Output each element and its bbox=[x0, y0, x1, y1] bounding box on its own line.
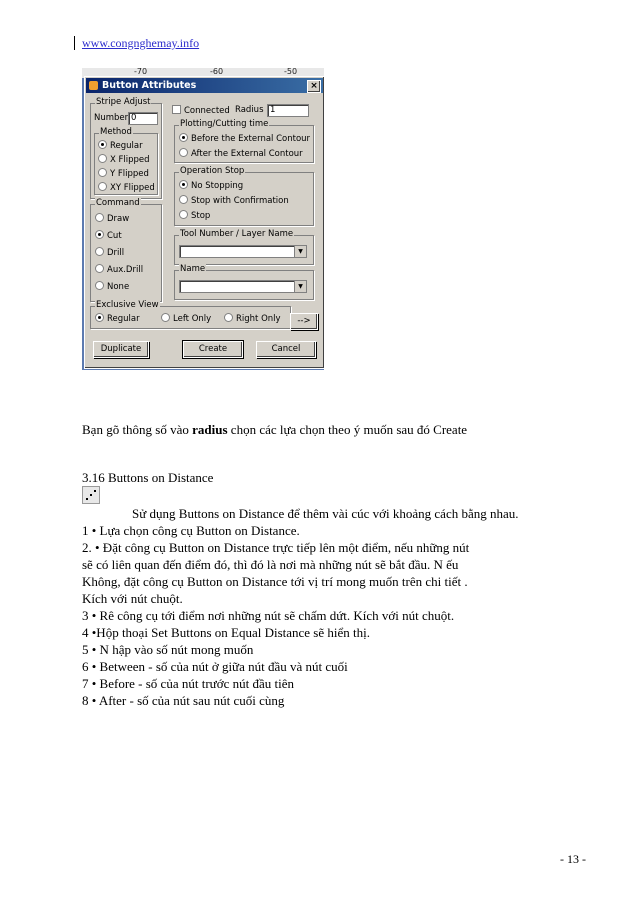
tool-number-group bbox=[174, 229, 314, 265]
radio-dot-icon bbox=[161, 313, 170, 322]
radio-dot-icon bbox=[95, 281, 104, 290]
icon-dot bbox=[94, 490, 96, 492]
command-option-label: None bbox=[107, 282, 130, 292]
stripe-adjust-label: Stripe Adjust bbox=[96, 97, 151, 107]
radio-dot-icon bbox=[179, 210, 188, 219]
exclusive-view-group bbox=[90, 300, 291, 329]
create-button[interactable]: Create bbox=[183, 341, 243, 358]
instruction-text-pre: Bạn gõ thông số vào bbox=[82, 422, 193, 437]
close-button[interactable]: × bbox=[307, 80, 321, 93]
command-none-radio[interactable] bbox=[95, 281, 129, 293]
name-select[interactable] bbox=[179, 280, 307, 293]
ruler-tick: -70 bbox=[134, 68, 148, 76]
command-drill-radio[interactable] bbox=[95, 247, 124, 259]
ruler-tick: -60 bbox=[210, 68, 224, 76]
radio-dot-icon bbox=[98, 140, 107, 149]
exclusive-view-label: Exclusive View bbox=[96, 300, 159, 310]
instruction-text-bold: radius bbox=[192, 422, 228, 437]
operation-option-label: No Stopping bbox=[191, 181, 244, 191]
body-line: 6 • Between - số của nút ở giữa nút đầu và nút cuối bbox=[82, 659, 348, 674]
operation-stop-group bbox=[174, 166, 314, 226]
command-aux-drill-radio[interactable] bbox=[95, 264, 143, 276]
body-line: 4 •Hộp thoại Set Buttons on Equal Distance sẽ hiển thị. bbox=[82, 625, 370, 640]
view-option-label: Regular bbox=[107, 314, 140, 324]
method-y-flipped-radio[interactable] bbox=[98, 168, 149, 180]
more-arrow-button[interactable]: --> bbox=[290, 313, 318, 330]
before-external-contour-radio[interactable] bbox=[179, 133, 310, 145]
operation-stop-label: Operation Stop bbox=[180, 166, 245, 176]
header-url-link[interactable]: www.congnghemay.info bbox=[82, 36, 200, 50]
view-option-label: Left Only bbox=[173, 314, 212, 324]
command-group bbox=[90, 198, 162, 302]
cancel-button[interactable]: Cancel bbox=[256, 341, 316, 358]
body-line: Không, đặt công cụ Button on Distance tới vị trí mong muốn trên chi tiết . bbox=[82, 574, 468, 589]
method-label: Method bbox=[100, 127, 132, 137]
method-x-flipped-radio[interactable] bbox=[98, 154, 150, 166]
connected-label: Connected bbox=[184, 106, 230, 116]
instruction-paragraph bbox=[82, 422, 467, 437]
icon-dot bbox=[90, 494, 92, 496]
method-xy-flipped-radio[interactable] bbox=[98, 182, 155, 194]
tool-number-label: Tool Number / Layer Name bbox=[180, 229, 294, 239]
radio-dot-icon bbox=[179, 148, 188, 157]
method-option-label: Y Flipped bbox=[110, 169, 149, 179]
command-cut-radio[interactable] bbox=[95, 230, 122, 242]
plotting-option-label: After the External Contour bbox=[191, 149, 303, 159]
body-line: 2. • Đặt công cụ Button on Distance trực tiếp lên một điểm, nếu những nút bbox=[82, 540, 470, 555]
operation-option-label: Stop bbox=[191, 211, 211, 221]
command-draw-radio[interactable] bbox=[95, 213, 129, 225]
button-attributes-dialog bbox=[84, 76, 324, 369]
body-line: Sử dụng Buttons on Distance để thêm vài cúc với khoảng cách bằng nhau. bbox=[132, 506, 519, 521]
radio-dot-icon bbox=[95, 264, 104, 273]
no-stopping-radio[interactable] bbox=[179, 180, 243, 192]
dialog-title: Button Attributes bbox=[102, 80, 197, 91]
radius-input[interactable]: 1 bbox=[267, 104, 309, 117]
section-heading: 3.16 Buttons on Distance bbox=[82, 470, 214, 485]
chevron-down-icon[interactable]: ▼ bbox=[294, 246, 306, 257]
radio-dot-icon bbox=[98, 154, 107, 163]
name-label: Name bbox=[180, 264, 206, 274]
number-input[interactable]: 0 bbox=[128, 112, 158, 125]
radio-dot-icon bbox=[98, 168, 107, 177]
command-label: Command bbox=[96, 198, 140, 208]
command-option-label: Draw bbox=[107, 214, 130, 224]
name-group bbox=[174, 264, 314, 300]
plotting-cutting-group bbox=[174, 119, 314, 163]
stripe-adjust-group bbox=[90, 97, 162, 199]
method-option-label: X Flipped bbox=[110, 155, 150, 165]
app-icon bbox=[89, 81, 98, 90]
radio-dot-icon bbox=[95, 247, 104, 256]
connected-checkbox[interactable] bbox=[172, 105, 230, 117]
method-regular-radio[interactable] bbox=[98, 140, 143, 152]
method-option-label: XY Flipped bbox=[110, 183, 155, 193]
radio-dot-icon bbox=[224, 313, 233, 322]
radio-dot-icon bbox=[95, 313, 104, 322]
body-line: sẽ có liên quan đến điểm đó, thì đó là nơi mà những nút sẽ bắt đầu. N ếu bbox=[82, 557, 459, 572]
radio-dot-icon bbox=[179, 195, 188, 204]
radio-dot-icon bbox=[179, 133, 188, 142]
radio-dot-icon bbox=[95, 230, 104, 239]
view-option-label: Right Only bbox=[236, 314, 281, 324]
radius-label: Radius bbox=[235, 105, 264, 115]
duplicate-button[interactable]: Duplicate bbox=[93, 341, 149, 358]
radio-dot-icon bbox=[95, 213, 104, 222]
body-line: 1 • Lựa chọn công cụ Button on Distance. bbox=[82, 523, 300, 538]
instruction-text-post: chọn các lựa chọn theo ý muốn sau đó Create bbox=[227, 422, 468, 437]
chevron-down-icon[interactable]: ▼ bbox=[294, 281, 306, 292]
stop-radio[interactable] bbox=[179, 210, 210, 222]
checkbox-icon bbox=[172, 105, 181, 114]
after-external-contour-radio[interactable] bbox=[179, 148, 303, 160]
command-option-label: Cut bbox=[107, 231, 122, 241]
icon-dot bbox=[86, 498, 88, 500]
body-line: 8 • After - số của nút sau nút cuối cùng bbox=[82, 693, 285, 708]
plotting-label: Plotting/Cutting time bbox=[180, 119, 269, 129]
method-option-label: Regular bbox=[110, 141, 143, 151]
stop-with-confirmation-radio[interactable] bbox=[179, 195, 289, 207]
body-line: 3 • Rê công cụ tới điểm nơi những nút sẽ chấm dứt. Kích với nút chuột. bbox=[82, 608, 455, 623]
view-right-only-radio[interactable] bbox=[224, 313, 281, 325]
page-number: - 13 - bbox=[560, 852, 586, 866]
radio-dot-icon bbox=[98, 182, 107, 191]
ruler-tick: -50 bbox=[284, 68, 298, 76]
header-rule bbox=[74, 36, 75, 50]
body-line: 5 • N hập vào số nút mong muốn bbox=[82, 642, 254, 657]
body-line: Kích với nút chuột. bbox=[82, 591, 183, 606]
command-option-label: Drill bbox=[107, 248, 125, 258]
operation-option-label: Stop with Confirmation bbox=[191, 196, 289, 206]
method-group bbox=[94, 127, 158, 195]
view-left-only-radio[interactable] bbox=[161, 313, 211, 325]
plotting-option-label: Before the External Contour bbox=[191, 134, 311, 144]
command-option-label: Aux.Drill bbox=[107, 265, 144, 275]
buttons-on-distance-icon bbox=[82, 486, 100, 504]
radio-dot-icon bbox=[179, 180, 188, 189]
dialog-screenshot bbox=[82, 68, 324, 370]
tool-number-select[interactable] bbox=[179, 245, 307, 258]
dialog-titlebar bbox=[86, 78, 323, 93]
body-line: 7 • Before - số của nút trước nút đầu tiên bbox=[82, 676, 294, 691]
number-label: Number bbox=[94, 113, 129, 123]
view-regular-radio[interactable] bbox=[95, 313, 140, 325]
